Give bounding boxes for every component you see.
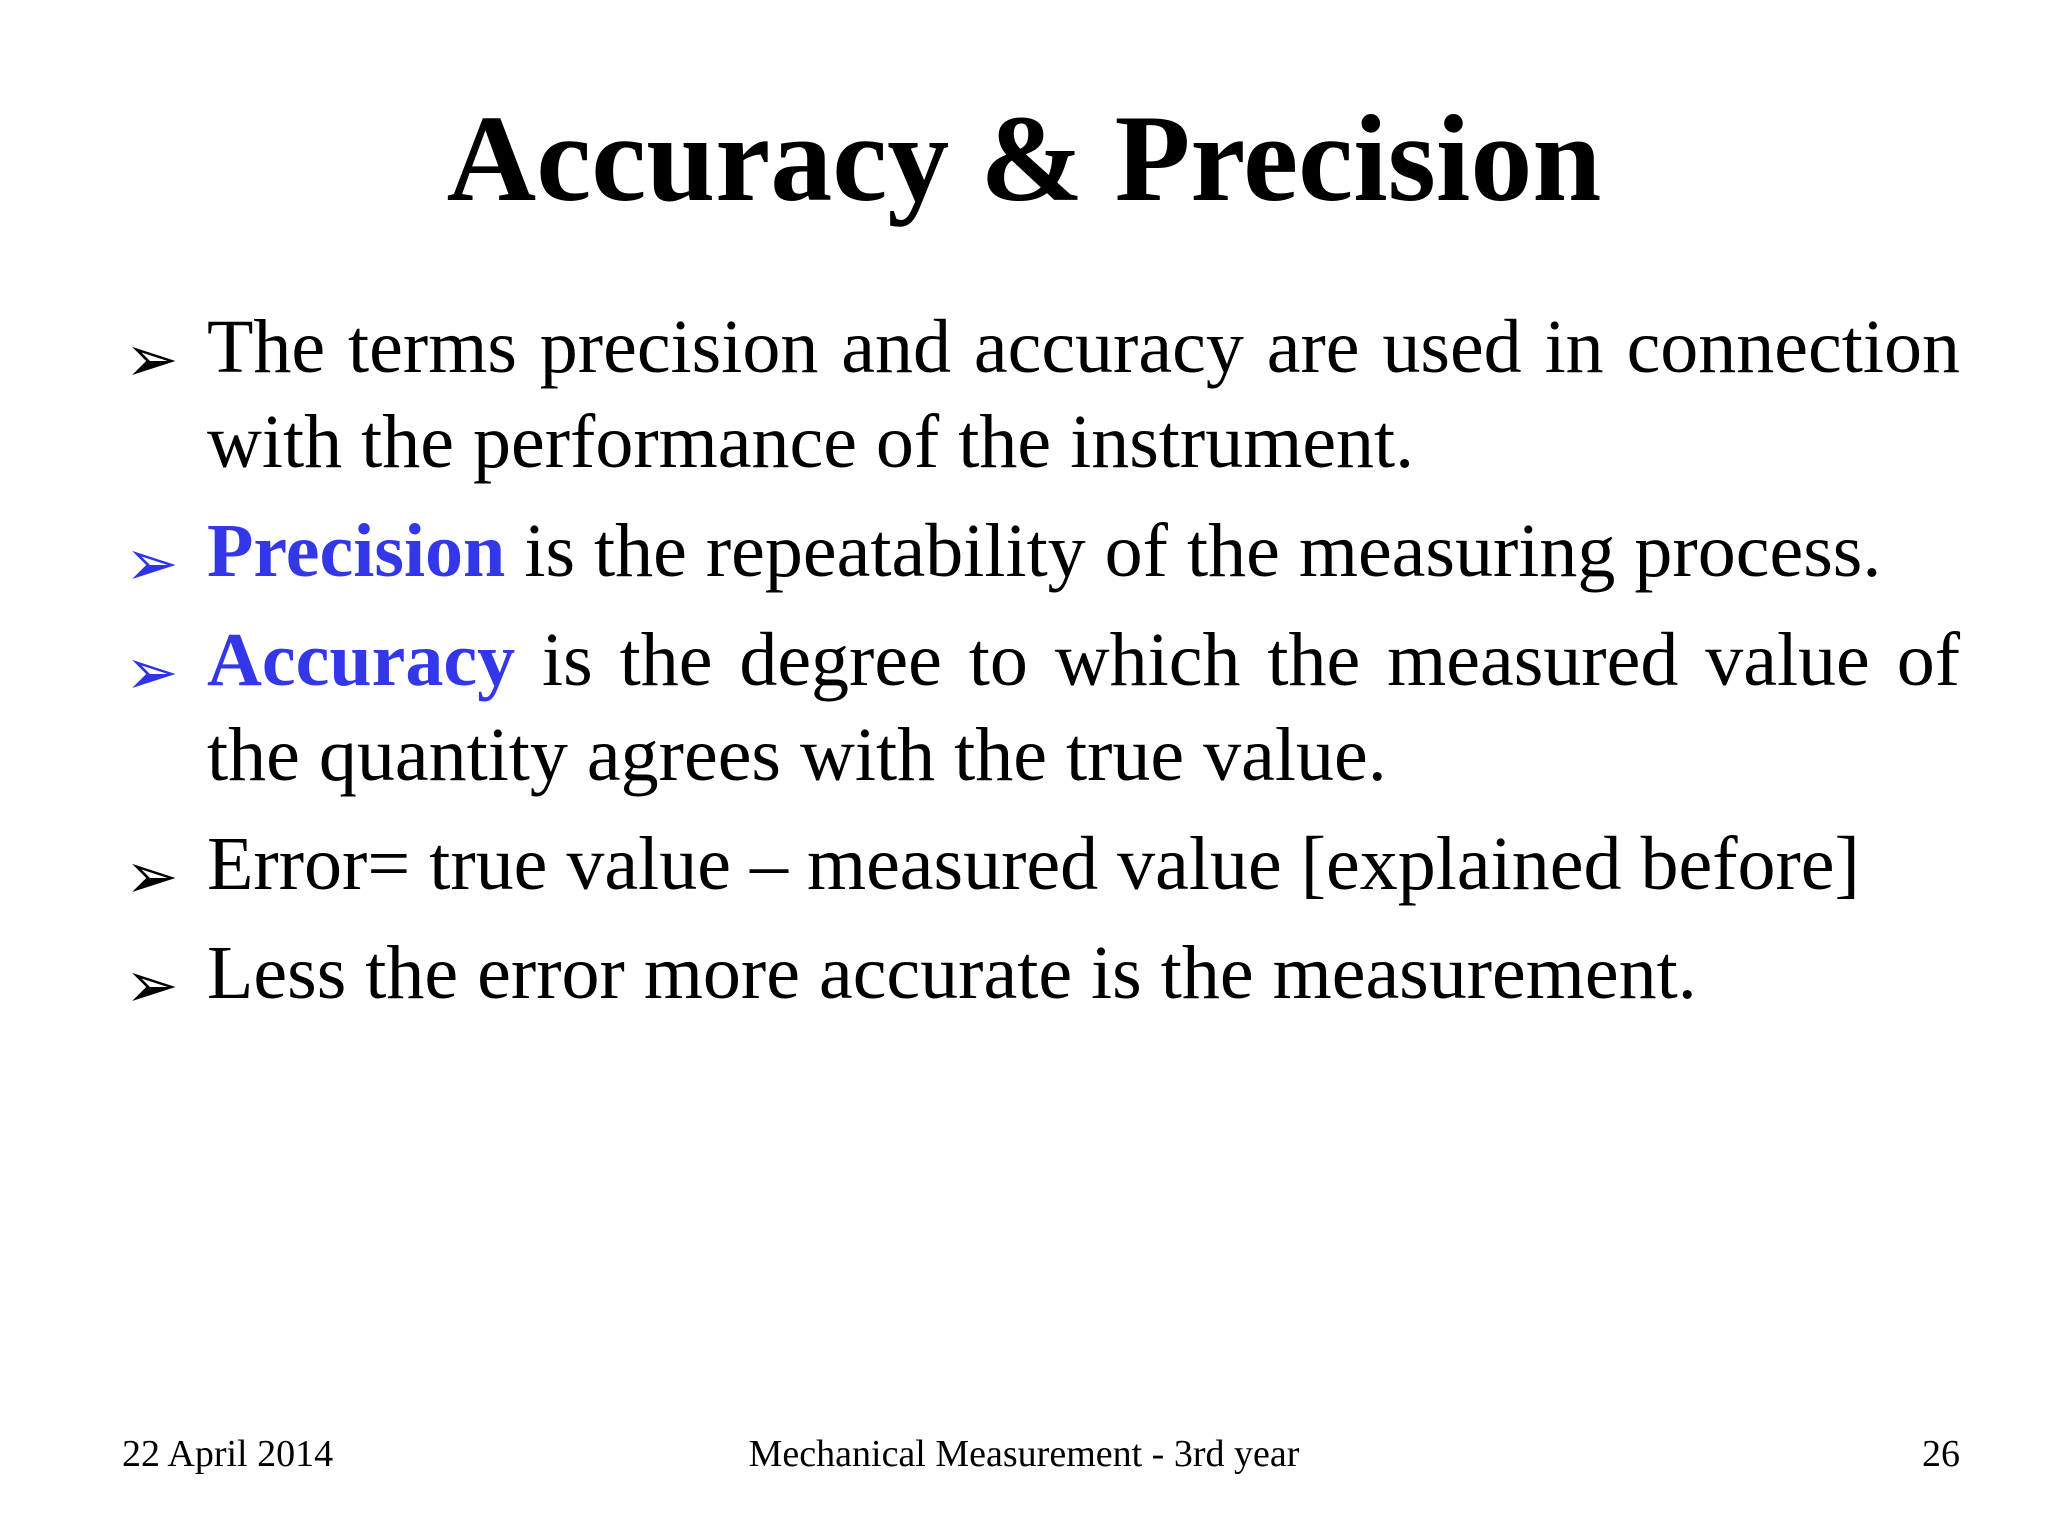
bullet-item-4: [125, 817, 1960, 912]
footer-date: 22 April 2014: [122, 1433, 334, 1475]
footer-page-number: 26: [1922, 1433, 1960, 1475]
arrowhead-right-icon: ➢: [125, 636, 179, 710]
bullet-item-3: [125, 613, 1960, 803]
bullet-item-5: [125, 926, 1960, 1021]
slide-title: Accuracy & Precision: [446, 90, 1602, 227]
arrowhead-right-icon: ➢: [125, 949, 179, 1023]
bullet-text: Error= true value – measured value [explained before]: [207, 822, 1860, 906]
bullet-item-2: [125, 504, 1960, 599]
bullet-term: Precision: [207, 509, 506, 593]
bullet-text: is the degree to which the measured value of the quantity agrees with the true value.: [207, 618, 1960, 797]
bullet-text: Less the error more accurate is the measurement.: [207, 931, 1697, 1015]
bullet-list: [125, 300, 1960, 1035]
bullet-term: Accuracy: [207, 618, 516, 702]
footer-course: Mechanical Measurement - 3rd year: [748, 1433, 1300, 1475]
bullet-item-1: [125, 300, 1960, 490]
arrowhead-right-icon: ➢: [125, 840, 179, 914]
bullet-text: The terms precision and accuracy are used in connection with the performance of the instrument.: [207, 305, 1960, 484]
arrowhead-right-icon: ➢: [125, 527, 179, 601]
bullet-text: is the repeatability of the measuring process.: [505, 509, 1882, 593]
arrowhead-right-icon: ➢: [125, 323, 179, 397]
